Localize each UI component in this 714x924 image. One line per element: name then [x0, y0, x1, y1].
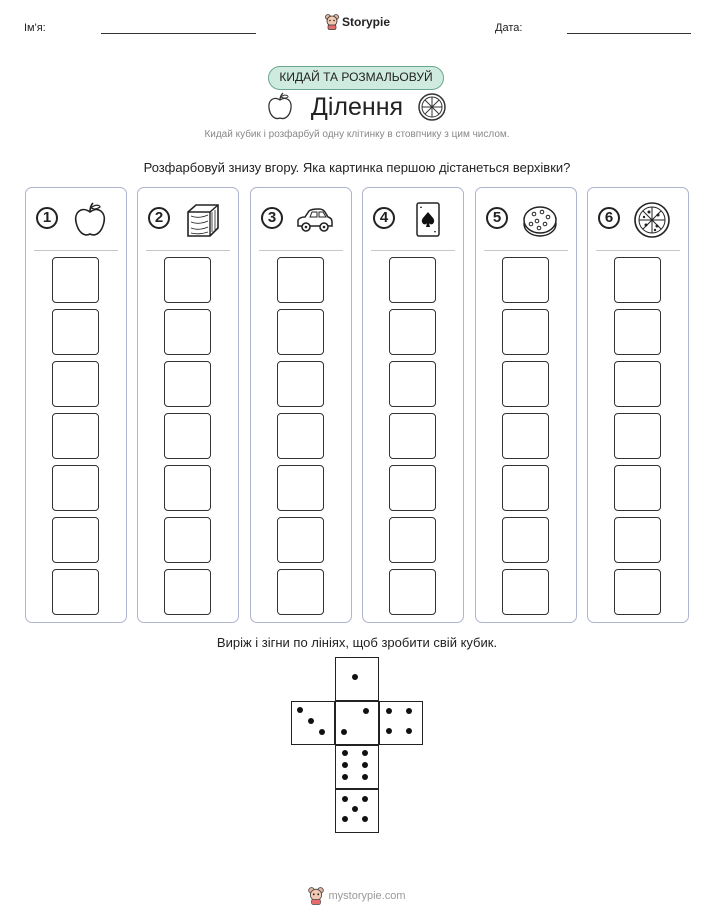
activity-tag: КИДАЙ ТА РОЗМАЛЬОВУЙ — [268, 66, 444, 90]
dice-pip — [362, 774, 368, 780]
date-label: Дата: — [495, 22, 523, 34]
color-cell[interactable] — [277, 517, 324, 563]
color-cell[interactable] — [389, 309, 436, 355]
name-label: Ім'я: — [24, 22, 46, 34]
wooden-block-icon — [182, 200, 222, 240]
color-cell[interactable] — [52, 309, 99, 355]
dice-face-1 — [335, 657, 379, 701]
bear-logo-icon — [325, 14, 339, 30]
dice-pip — [362, 796, 368, 802]
color-cell[interactable] — [52, 569, 99, 615]
column-divider — [371, 250, 455, 251]
dice-pip — [319, 729, 325, 735]
color-cell[interactable] — [614, 413, 661, 459]
name-line[interactable] — [101, 33, 256, 34]
color-cell[interactable] — [52, 257, 99, 303]
column-4 — [362, 187, 464, 623]
car-icon — [295, 200, 335, 240]
playing-card-spade-icon — [407, 200, 447, 240]
column-5 — [475, 187, 577, 623]
dice-pip — [342, 796, 348, 802]
dice-pip — [352, 674, 358, 680]
color-cell[interactable] — [502, 361, 549, 407]
cookie-icon — [520, 200, 560, 240]
color-cell[interactable] — [52, 465, 99, 511]
column-number: 5 — [486, 207, 508, 229]
pizza-outline-icon — [417, 92, 447, 122]
column-number: 3 — [261, 207, 283, 229]
color-cell[interactable] — [614, 361, 661, 407]
page-title: Ділення — [310, 93, 404, 121]
column-number: 6 — [598, 207, 620, 229]
color-cell[interactable] — [164, 257, 211, 303]
dice-pip — [406, 728, 412, 734]
column-divider — [259, 250, 343, 251]
color-cell[interactable] — [614, 257, 661, 303]
cut-instruction: Виріж і зігни по лініях, щоб зробити свій кубик. — [216, 635, 498, 650]
color-cell[interactable] — [389, 569, 436, 615]
color-cell[interactable] — [389, 465, 436, 511]
column-number: 4 — [373, 207, 395, 229]
column-2 — [137, 187, 239, 623]
date-line[interactable] — [567, 33, 691, 34]
color-cell[interactable] — [277, 309, 324, 355]
color-cell[interactable] — [614, 465, 661, 511]
dice-pip — [363, 708, 369, 714]
color-cell[interactable] — [614, 309, 661, 355]
color-cell[interactable] — [164, 569, 211, 615]
dice-pip — [386, 728, 392, 734]
color-cell[interactable] — [164, 413, 211, 459]
color-cell[interactable] — [389, 517, 436, 563]
column-divider — [596, 250, 680, 251]
color-cell[interactable] — [502, 413, 549, 459]
dice-pip — [352, 806, 358, 812]
dice-pip — [308, 718, 314, 724]
column-number: 1 — [36, 207, 58, 229]
bear-logo-icon — [308, 887, 324, 905]
column-3 — [250, 187, 352, 623]
brand-logo — [325, 14, 390, 30]
color-cell[interactable] — [164, 309, 211, 355]
dice-pip — [297, 707, 303, 713]
dice-face-6 — [335, 745, 379, 789]
brand-name: Storypie — [342, 15, 391, 29]
color-cell[interactable] — [277, 569, 324, 615]
color-cell[interactable] — [277, 465, 324, 511]
color-cell[interactable] — [277, 413, 324, 459]
color-cell[interactable] — [164, 465, 211, 511]
footer — [0, 887, 714, 905]
dice-pip — [362, 816, 368, 822]
color-cell[interactable] — [614, 569, 661, 615]
column-1 — [25, 187, 127, 623]
apple-icon — [70, 200, 110, 240]
dice-pip — [362, 762, 368, 768]
footer-url[interactable]: mystorypie.com — [328, 890, 406, 902]
dice-face-2 — [335, 701, 379, 745]
color-cell[interactable] — [52, 517, 99, 563]
color-cell[interactable] — [277, 257, 324, 303]
color-cell[interactable] — [614, 517, 661, 563]
column-divider — [34, 250, 118, 251]
column-divider — [484, 250, 568, 251]
color-cell[interactable] — [502, 465, 549, 511]
color-cell[interactable] — [52, 413, 99, 459]
color-cell[interactable] — [389, 413, 436, 459]
dice-pip — [406, 708, 412, 714]
color-cell[interactable] — [164, 361, 211, 407]
page-subtitle: Кидай кубик і розфарбуй одну клітинку в стовпчику з цим числом. — [204, 129, 510, 140]
pizza-icon — [632, 200, 672, 240]
color-cell[interactable] — [502, 257, 549, 303]
color-cell[interactable] — [389, 361, 436, 407]
color-cell[interactable] — [502, 517, 549, 563]
dice-pip — [342, 750, 348, 756]
dice-pip — [342, 774, 348, 780]
column-divider — [146, 250, 230, 251]
dice-pip — [362, 750, 368, 756]
dice-face-4 — [379, 701, 423, 745]
dice-pip — [386, 708, 392, 714]
color-cell[interactable] — [389, 257, 436, 303]
dice-pip — [342, 816, 348, 822]
color-cell[interactable] — [502, 569, 549, 615]
column-6 — [587, 187, 689, 623]
color-cell[interactable] — [277, 361, 324, 407]
dice-face-3 — [291, 701, 335, 745]
instruction-text: Розфарбовуй знизу вгору. Яка картинка першою дістанеться верхівки? — [143, 160, 571, 175]
color-cell[interactable] — [52, 361, 99, 407]
color-cell[interactable] — [502, 309, 549, 355]
color-cell[interactable] — [164, 517, 211, 563]
dice-face-5 — [335, 789, 379, 833]
dice-pip — [342, 762, 348, 768]
dice-pip — [341, 729, 347, 735]
column-number: 2 — [148, 207, 170, 229]
